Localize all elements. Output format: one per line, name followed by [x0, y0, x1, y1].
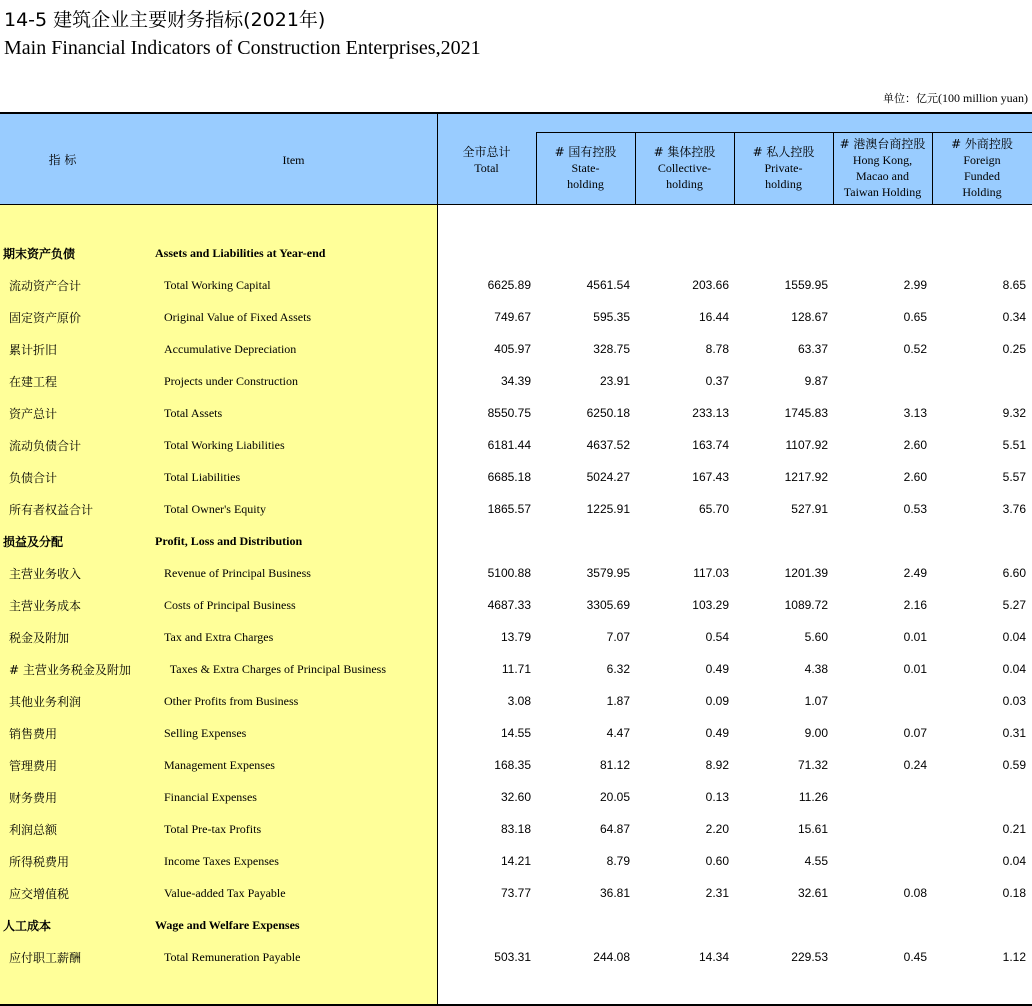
value-cell: 0.53 — [903, 502, 927, 516]
value-cell: 73.77 — [500, 886, 531, 900]
value-cell: 1201.39 — [784, 566, 828, 580]
value-cell: 4.55 — [804, 854, 828, 868]
value-cell: 1.07 — [804, 694, 828, 708]
value-cell: 1089.72 — [784, 598, 828, 612]
row-label-en: Original Value of Fixed Assets — [164, 310, 312, 324]
row-label-en: Profit, Loss and Distribution — [155, 534, 303, 548]
value-cell: 5024.27 — [586, 470, 630, 484]
row-label-cn: 应交增值税 — [9, 887, 70, 901]
row-label-en: Total Remuneration Payable — [164, 950, 301, 964]
header-item: Item — [282, 153, 305, 167]
value-cell: 9.00 — [804, 726, 828, 740]
value-cell: 2.31 — [705, 886, 729, 900]
value-cell: 5.27 — [1002, 598, 1026, 612]
row-label-cn: 所得税费用 — [9, 855, 70, 869]
row-label-cn: 流动资产合计 — [9, 279, 82, 293]
value-cell: 4.38 — [804, 662, 828, 676]
value-cell: 0.08 — [903, 886, 927, 900]
value-cell: 1.87 — [606, 694, 630, 708]
value-cell: 117.03 — [693, 566, 729, 580]
section-row — [0, 525, 1032, 557]
value-cell: 229.53 — [791, 950, 828, 964]
table-row — [0, 877, 1032, 909]
table-row — [0, 685, 1032, 717]
value-cell: 6181.44 — [487, 438, 531, 452]
header-hmt: # 港澳台商控股 Hong Kong, Macao and Taiwan Holding — [839, 137, 926, 199]
value-cell: 6625.89 — [487, 278, 531, 292]
value-cell: 8.79 — [606, 854, 630, 868]
row-label-cn: 销售费用 — [9, 727, 58, 741]
row-label-cn: 期末资产负债 — [3, 247, 76, 261]
row-label-cn: 负债合计 — [9, 471, 58, 485]
value-cell: 3.76 — [1002, 502, 1026, 516]
value-cell: 1865.57 — [487, 502, 531, 516]
value-cell: 65.70 — [698, 502, 729, 516]
value-cell: 503.31 — [494, 950, 531, 964]
unit-en: (100 million yuan) — [938, 91, 1028, 105]
table-row — [0, 589, 1032, 621]
row-label-cn: 税金及附加 — [9, 631, 70, 645]
row-label-cn: 主营业务收入 — [9, 567, 82, 581]
row-label-en: Management Expenses — [164, 758, 275, 772]
header-total: 全市总计 Total — [462, 145, 511, 175]
row-label-en: Total Working Capital — [164, 278, 271, 292]
table-row — [0, 365, 1032, 397]
value-cell: 1225.91 — [586, 502, 630, 516]
row-label-cn: 资产总计 — [9, 407, 58, 421]
table-row — [0, 813, 1032, 845]
value-cell: 0.34 — [1002, 310, 1026, 324]
value-cell: 0.04 — [1002, 630, 1026, 644]
value-cell: 0.04 — [1002, 854, 1026, 868]
row-label-en: Tax and Extra Charges — [164, 630, 274, 644]
value-cell: 0.21 — [1002, 822, 1026, 836]
value-cell: 1107.92 — [785, 438, 828, 452]
value-cell: 0.09 — [705, 694, 729, 708]
table-row — [0, 781, 1032, 813]
table-row — [0, 749, 1032, 781]
value-cell: 11.26 — [798, 790, 828, 804]
value-cell: 2.49 — [903, 566, 927, 580]
row-label-cn: 流动负债合计 — [9, 439, 82, 453]
value-cell: 6685.18 — [487, 470, 531, 484]
row-label-en: Projects under Construction — [164, 374, 298, 388]
value-cell: 103.29 — [692, 598, 729, 612]
row-label-cn: 利润总额 — [9, 823, 58, 837]
value-cell: 0.13 — [705, 790, 729, 804]
table-row — [0, 301, 1032, 333]
value-cell: 3.13 — [903, 406, 927, 420]
value-cell: 233.13 — [692, 406, 729, 420]
value-cell: 405.97 — [494, 342, 531, 356]
value-cell: 0.49 — [705, 726, 729, 740]
row-label-en: Total Working Liabilities — [164, 438, 285, 452]
value-cell: 2.99 — [903, 278, 927, 292]
value-cell: 13.79 — [500, 630, 531, 644]
table-row — [0, 941, 1032, 973]
row-label-en: Total Owner's Equity — [164, 502, 266, 516]
value-cell: 36.81 — [599, 886, 630, 900]
value-cell: 20.05 — [599, 790, 630, 804]
value-cell: 15.61 — [797, 822, 828, 836]
table-row — [0, 653, 1032, 685]
row-label-en: Costs of Principal Business — [164, 598, 296, 612]
value-cell: 6250.18 — [586, 406, 630, 420]
table-header — [0, 112, 1032, 205]
value-cell: 0.65 — [903, 310, 927, 324]
unit-cn: 单位：亿元 — [883, 92, 938, 105]
financial-table — [0, 112, 1032, 1006]
value-cell: 203.66 — [692, 278, 729, 292]
value-cell: 167.43 — [692, 470, 729, 484]
value-cell: 8550.75 — [487, 406, 531, 420]
value-cell: 4687.33 — [487, 598, 531, 612]
header-state: # 国有控股 State- holding — [554, 145, 617, 191]
value-cell: 0.37 — [705, 374, 729, 388]
value-cell: 0.01 — [903, 662, 927, 676]
section-row — [0, 237, 1032, 269]
value-cell: 0.60 — [705, 854, 729, 868]
value-cell: 2.60 — [903, 470, 927, 484]
table-row — [0, 461, 1032, 493]
row-label-en: Income Taxes Expenses — [164, 854, 279, 868]
unit-label — [883, 90, 1028, 106]
table-row — [0, 621, 1032, 653]
row-label-cn: 所有者权益合计 — [9, 503, 94, 517]
row-label-en: Wage and Welfare Expenses — [155, 918, 300, 932]
header-foreign: # 外商控股 Foreign Funded Holding — [951, 137, 1013, 199]
row-label-en: Financial Expenses — [164, 790, 257, 804]
value-cell: 0.31 — [1002, 726, 1026, 740]
table-row — [0, 717, 1032, 749]
value-cell: 4561.54 — [586, 278, 630, 292]
value-cell: 163.74 — [692, 438, 729, 452]
value-cell: 749.67 — [494, 310, 531, 324]
value-cell: 527.91 — [791, 502, 828, 516]
row-label-en: Total Pre-tax Profits — [164, 822, 262, 836]
value-cell: 14.55 — [500, 726, 531, 740]
value-cell: 0.01 — [903, 630, 927, 644]
value-cell: 0.52 — [903, 342, 927, 356]
value-cell: 0.59 — [1002, 758, 1026, 772]
table-row — [0, 333, 1032, 365]
value-cell: 64.87 — [599, 822, 630, 836]
row-label-cn: 人工成本 — [3, 919, 52, 933]
value-cell: 0.04 — [1002, 662, 1026, 676]
row-label-cn: 应付职工薪酬 — [9, 951, 82, 965]
value-cell: 244.08 — [593, 950, 630, 964]
value-cell: 14.21 — [500, 854, 531, 868]
value-cell: 34.39 — [500, 374, 531, 388]
row-label-cn: 财务费用 — [9, 791, 58, 805]
row-label-cn: 管理费用 — [9, 759, 58, 773]
value-cell: 5100.88 — [487, 566, 531, 580]
value-cell: 0.03 — [1002, 694, 1026, 708]
row-label-cn: 主营业务成本 — [9, 599, 82, 613]
row-label-en: Taxes & Extra Charges of Principal Business — [164, 662, 387, 676]
value-cell: 5.60 — [804, 630, 828, 644]
row-label-cn: 其他业务利润 — [9, 695, 82, 709]
value-cell: 1559.95 — [784, 278, 828, 292]
row-label-en: Total Liabilities — [164, 470, 241, 484]
value-cell: 3305.69 — [586, 598, 630, 612]
value-cell: 11.71 — [501, 662, 531, 676]
value-cell: 63.37 — [797, 342, 828, 356]
value-cell: 9.87 — [804, 374, 828, 388]
table-row — [0, 269, 1032, 301]
row-label-cn: 损益及分配 — [3, 535, 64, 549]
table-row — [0, 397, 1032, 429]
title-en: Main Financial Indicators of Construction Enterprises,2021 — [4, 37, 481, 59]
value-cell: 168.35 — [494, 758, 531, 772]
value-cell: 1.12 — [1002, 950, 1026, 964]
row-label-en: Assets and Liabilities at Year-end — [155, 246, 326, 260]
value-cell: 9.32 — [1002, 406, 1026, 420]
value-cell: 8.65 — [1002, 278, 1026, 292]
table-row — [0, 493, 1032, 525]
value-cell: 5.51 — [1002, 438, 1026, 452]
value-cell: 83.18 — [500, 822, 531, 836]
row-label-cn: 在建工程 — [9, 375, 58, 389]
value-cell: 23.91 — [599, 374, 630, 388]
section-row — [0, 909, 1032, 941]
value-cell: 81.12 — [599, 758, 630, 772]
value-cell: 0.24 — [903, 758, 927, 772]
value-cell: 0.54 — [705, 630, 729, 644]
value-cell: 71.32 — [797, 758, 828, 772]
table-row — [0, 845, 1032, 877]
value-cell: 8.78 — [705, 342, 729, 356]
value-cell: 0.49 — [705, 662, 729, 676]
value-cell: 14.34 — [698, 950, 729, 964]
value-cell: 0.07 — [903, 726, 927, 740]
value-cell: 595.35 — [593, 310, 630, 324]
row-label-en: Value-added Tax Payable — [164, 886, 286, 900]
table-row — [0, 557, 1032, 589]
value-cell: 6.32 — [606, 662, 630, 676]
value-cell: 2.16 — [903, 598, 927, 612]
value-cell: 1745.83 — [784, 406, 828, 420]
value-cell: 16.44 — [698, 310, 729, 324]
row-label-cn: 累计折旧 — [9, 343, 58, 357]
value-cell: 32.60 — [500, 790, 531, 804]
value-cell: 2.20 — [705, 822, 729, 836]
value-cell: 4.47 — [606, 726, 630, 740]
value-cell: 3.08 — [507, 694, 531, 708]
value-cell: 0.45 — [903, 950, 927, 964]
row-label-cn: # 主营业务税金及附加 — [9, 663, 131, 677]
value-cell: 0.25 — [1002, 342, 1026, 356]
value-cell: 4637.52 — [586, 438, 630, 452]
row-label-en: Total Assets — [164, 406, 223, 420]
row-label-en: Revenue of Principal Business — [164, 566, 311, 580]
header-indicator: 指 标 — [48, 153, 77, 167]
value-cell: 7.07 — [606, 630, 630, 644]
table-row — [0, 429, 1032, 461]
value-cell: 328.75 — [593, 342, 630, 356]
row-label-cn: 固定资产原价 — [9, 311, 82, 325]
header-private: # 私人控股 Private- holding — [752, 145, 815, 191]
value-cell: 2.60 — [903, 438, 927, 452]
header-collective: # 集体控股 Collective- holding — [653, 145, 716, 191]
title-cn: 14-5 建筑企业主要财务指标(2021年) — [4, 9, 326, 31]
value-cell: 32.61 — [797, 886, 828, 900]
row-label-en: Other Profits from Business — [164, 694, 299, 708]
value-cell: 128.67 — [791, 310, 828, 324]
value-cell: 8.92 — [705, 758, 729, 772]
row-label-en: Selling Expenses — [164, 726, 247, 740]
value-cell: 1217.92 — [784, 470, 828, 484]
value-cell: 3579.95 — [586, 566, 630, 580]
row-label-en: Accumulative Depreciation — [164, 342, 297, 356]
value-cell: 5.57 — [1002, 470, 1026, 484]
value-cell: 0.18 — [1002, 886, 1026, 900]
value-cell: 6.60 — [1002, 566, 1026, 580]
